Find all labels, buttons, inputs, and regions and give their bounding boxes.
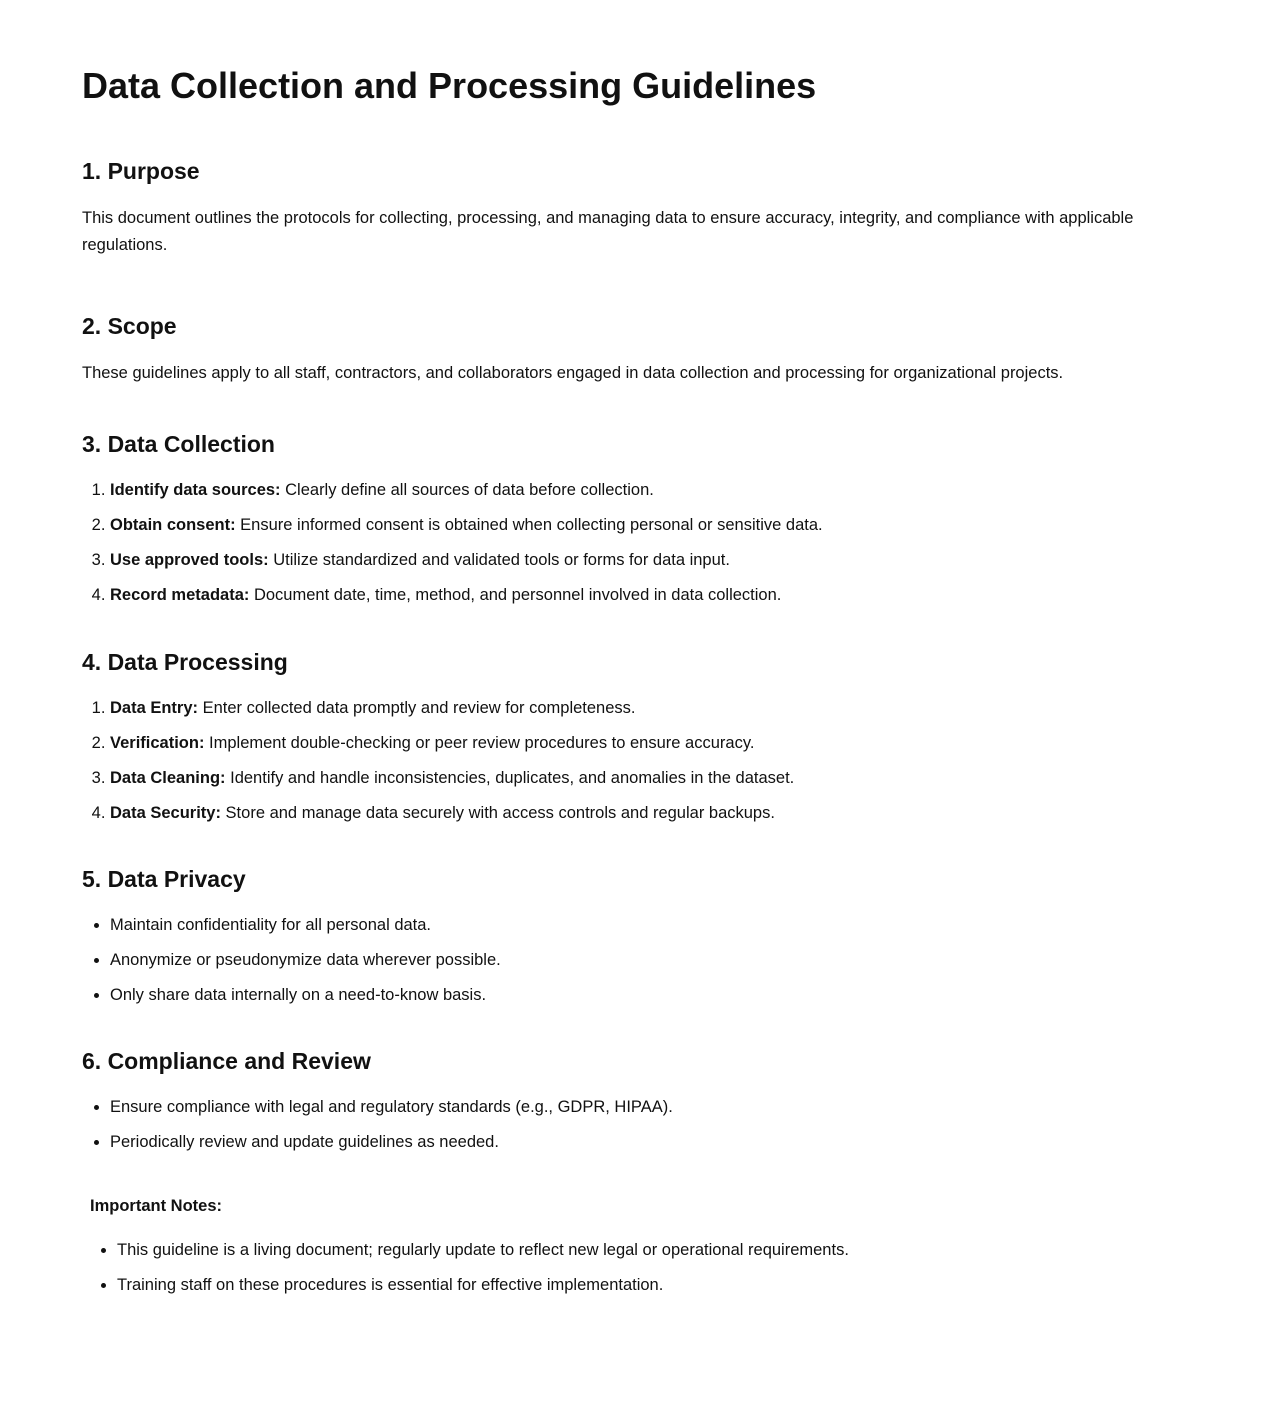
section-heading: 1. Purpose — [82, 158, 200, 184]
list-item-term: Record metadata: — [110, 586, 250, 604]
list-item — [110, 548, 1192, 572]
list-item — [110, 583, 1192, 607]
list-item — [110, 696, 1192, 720]
list-item — [110, 478, 1192, 502]
list-item-term: Obtain consent: — [110, 516, 236, 534]
bullet-list — [90, 1238, 1192, 1297]
list-item: • Maintain confidentiality for all personal data. — [110, 913, 1192, 937]
section-paragraph: These guidelines apply to all staff, contractors, and collaborators engaged in data collection and processing for organizational projects. — [82, 364, 1064, 382]
section-heading: 6. Compliance and Review — [82, 1048, 371, 1074]
page-title: Data Collection and Processing Guidelines — [82, 65, 817, 106]
list-item — [110, 513, 1192, 537]
list-item: • Ensure compliance with legal and regulatory standards (e.g., GDPR, HIPAA). — [110, 1095, 1192, 1119]
list-item: • This guideline is a living document; regularly update to reflect new legal or operational requirements. — [117, 1238, 1192, 1262]
list-item-term: Data Security: — [110, 804, 221, 822]
list-item: • Training staff on these procedures is essential for effective implementation. — [117, 1273, 1192, 1297]
section-heading: 2. Scope — [82, 313, 177, 339]
section-data-collection — [82, 429, 1192, 607]
section-compliance-review — [82, 1046, 1192, 1154]
list-item — [110, 801, 1192, 825]
list-item-term: Data Entry: — [110, 699, 199, 717]
list-item — [110, 731, 1192, 755]
list-item-text: Utilize standardized and validated tools or forms for data input. — [268, 551, 730, 569]
list-item-text: Store and manage data securely with access controls and regular backups. — [220, 804, 775, 822]
list-item: • Only share data internally on a need-to-know basis. — [110, 983, 1192, 1007]
list-item-term: Verification: — [110, 734, 205, 752]
list-item-text: Identify and handle inconsistencies, duplicates, and anomalies in the dataset. — [225, 769, 795, 787]
bullet-list — [82, 913, 1192, 1007]
list-item: • Anonymize or pseudonymize data wherever possible. — [110, 948, 1192, 972]
section-scope — [82, 311, 1192, 387]
list-item-text: Implement double-checking or peer review procedures to ensure accuracy. — [204, 734, 755, 752]
list-item-text: Ensure informed consent is obtained when collecting personal or sensitive data. — [235, 516, 823, 534]
list-item-text: Clearly define all sources of data before collection. — [280, 481, 654, 499]
section-heading: 5. Data Privacy — [82, 866, 246, 892]
ordered-list — [82, 696, 1192, 825]
section-paragraph: This document outlines the protocols for collecting, processing, and managing data to ensure accuracy, integrity, and compliance with applicable regulations. — [82, 209, 1134, 254]
list-item: • Periodically review and update guidelines as needed. — [110, 1130, 1192, 1154]
notes-title: Important Notes: — [90, 1197, 222, 1215]
section-heading: 3. Data Collection — [82, 431, 275, 457]
list-item-term: Data Cleaning: — [110, 769, 226, 787]
list-item-text: Document date, time, method, and personnel involved in data collection. — [249, 586, 782, 604]
bullet-list — [82, 1095, 1192, 1154]
list-item-term: Use approved tools: — [110, 551, 269, 569]
important-notes — [82, 1194, 1192, 1297]
section-data-privacy — [82, 864, 1192, 1007]
list-item-term: Identify data sources: — [110, 481, 281, 499]
list-item-text: Enter collected data promptly and review for completeness. — [198, 699, 636, 717]
list-item — [110, 766, 1192, 790]
section-purpose — [82, 156, 1192, 259]
section-heading: 4. Data Processing — [82, 649, 288, 675]
section-data-processing — [82, 647, 1192, 825]
ordered-list — [82, 478, 1192, 607]
